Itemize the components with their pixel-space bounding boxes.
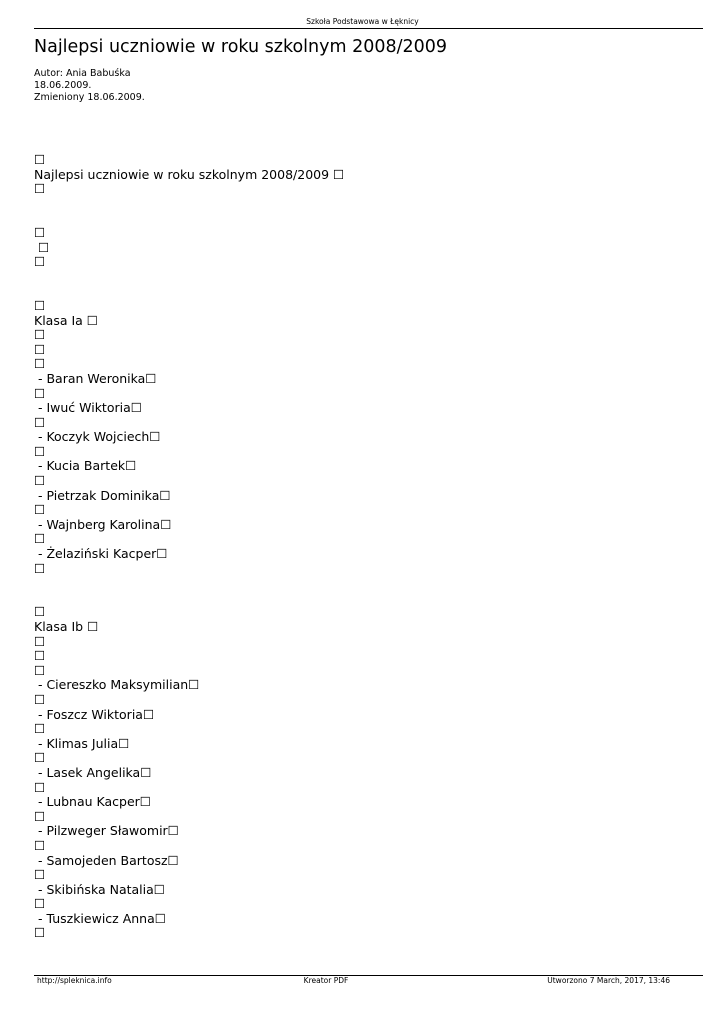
body-text-line: ☐: [34, 560, 46, 576]
body-text-line: - Tuszkiewicz Anna☐: [34, 910, 166, 926]
body-text-line: Najlepsi uczniowie w roku szkolnym 2008/2009 ☐: [34, 166, 345, 182]
footer-url-link[interactable]: http://spleknica.info: [37, 976, 112, 985]
body-text-line: - Koczyk Wojciech☐: [34, 429, 161, 445]
header-divider: [34, 28, 703, 29]
body-text-line: Klasa Ib ☐: [34, 619, 99, 634]
body-text-line: ☐: [34, 152, 46, 167]
body-text-line: ☐: [34, 414, 46, 430]
footer-generator: Kreator PDF: [303, 976, 349, 985]
document-meta: [34, 68, 145, 104]
body-text-line: - Foszcz Wiktoria☐: [34, 706, 155, 722]
body-text-line: ☐: [34, 867, 46, 883]
body-text-line: ☐: [34, 808, 46, 824]
body-text-line: ☐: [34, 925, 46, 941]
body-text-line: - Iwuć Wiktoria☐: [34, 400, 142, 416]
body-text-line: ☐: [34, 341, 46, 357]
body-text-line: ☐: [34, 750, 46, 766]
body-text-line: - Lasek Angelika☐: [34, 764, 152, 780]
body-text-line: ☐: [34, 297, 46, 313]
body-text-line: - Baran Weronika☐: [34, 370, 157, 386]
body-text-line: - Pilzweger Sławomir☐: [34, 823, 179, 839]
body-text-line: ☐: [34, 531, 46, 547]
body-text-line: - Samojeden Bartosz☐: [34, 852, 179, 868]
body-text-line: ☐: [34, 779, 46, 795]
body-text-line: - Ciereszko Maksymilian☐: [34, 677, 200, 693]
body-text-line: ☐: [34, 691, 46, 707]
modified-date: Zmieniony 18.06.2009.: [34, 92, 145, 103]
body-text-line: - Lubnau Kacper☐: [34, 794, 152, 810]
body-text-line: ☐: [34, 648, 46, 664]
body-text-line: - Wajnberg Karolina☐: [34, 516, 172, 532]
page-header-site-name: Szkoła Podstawowa w Łęknicy: [306, 17, 419, 26]
body-text-line: ☐: [34, 181, 46, 197]
document-title: Najlepsi uczniowie w roku szkolnym 2008/2009: [34, 37, 448, 57]
body-text-line: ☐: [34, 224, 46, 240]
body-text-line: ☐: [34, 239, 50, 255]
body-text-line: Klasa Ia ☐: [34, 312, 99, 328]
body-text-line: - Kucia Bartek☐: [34, 458, 137, 474]
body-text-line: ☐: [34, 327, 46, 343]
body-text-line: ☐: [34, 443, 46, 459]
body-text-line: ☐: [34, 896, 46, 912]
blank-line: [34, 284, 344, 299]
body-text-line: ☐: [34, 254, 46, 270]
body-text-line: ☐: [34, 473, 46, 489]
publish-date: 18.06.2009.: [34, 80, 92, 91]
blank-line: [34, 211, 344, 226]
body-text-line: - Skibińska Natalia☐: [34, 881, 165, 897]
blank-line: [34, 270, 344, 285]
body-text-line: ☐: [34, 662, 46, 678]
body-text-line: ☐: [34, 385, 46, 401]
body-text-line: - Pietrzak Dominika☐: [34, 487, 171, 503]
article-body: [34, 153, 344, 941]
footer-created-timestamp: Utworzono 7 March, 2017, 13:46: [547, 976, 670, 985]
body-text-line: ☐: [34, 604, 46, 620]
body-text-line: - Żelaziński Kacper☐: [34, 546, 168, 562]
body-text-line: ☐: [34, 502, 46, 518]
body-text-line: ☐: [34, 356, 46, 372]
body-text-line: ☐: [34, 837, 46, 853]
body-text-line: ☐: [34, 633, 46, 649]
author-line: Autor: Ania Babuśka: [34, 68, 131, 79]
blank-line: [34, 197, 344, 212]
blank-line: [34, 576, 344, 591]
blank-line: [34, 591, 344, 606]
body-text-line: - Klimas Julia☐: [34, 735, 130, 751]
body-text-line: ☐: [34, 721, 46, 737]
